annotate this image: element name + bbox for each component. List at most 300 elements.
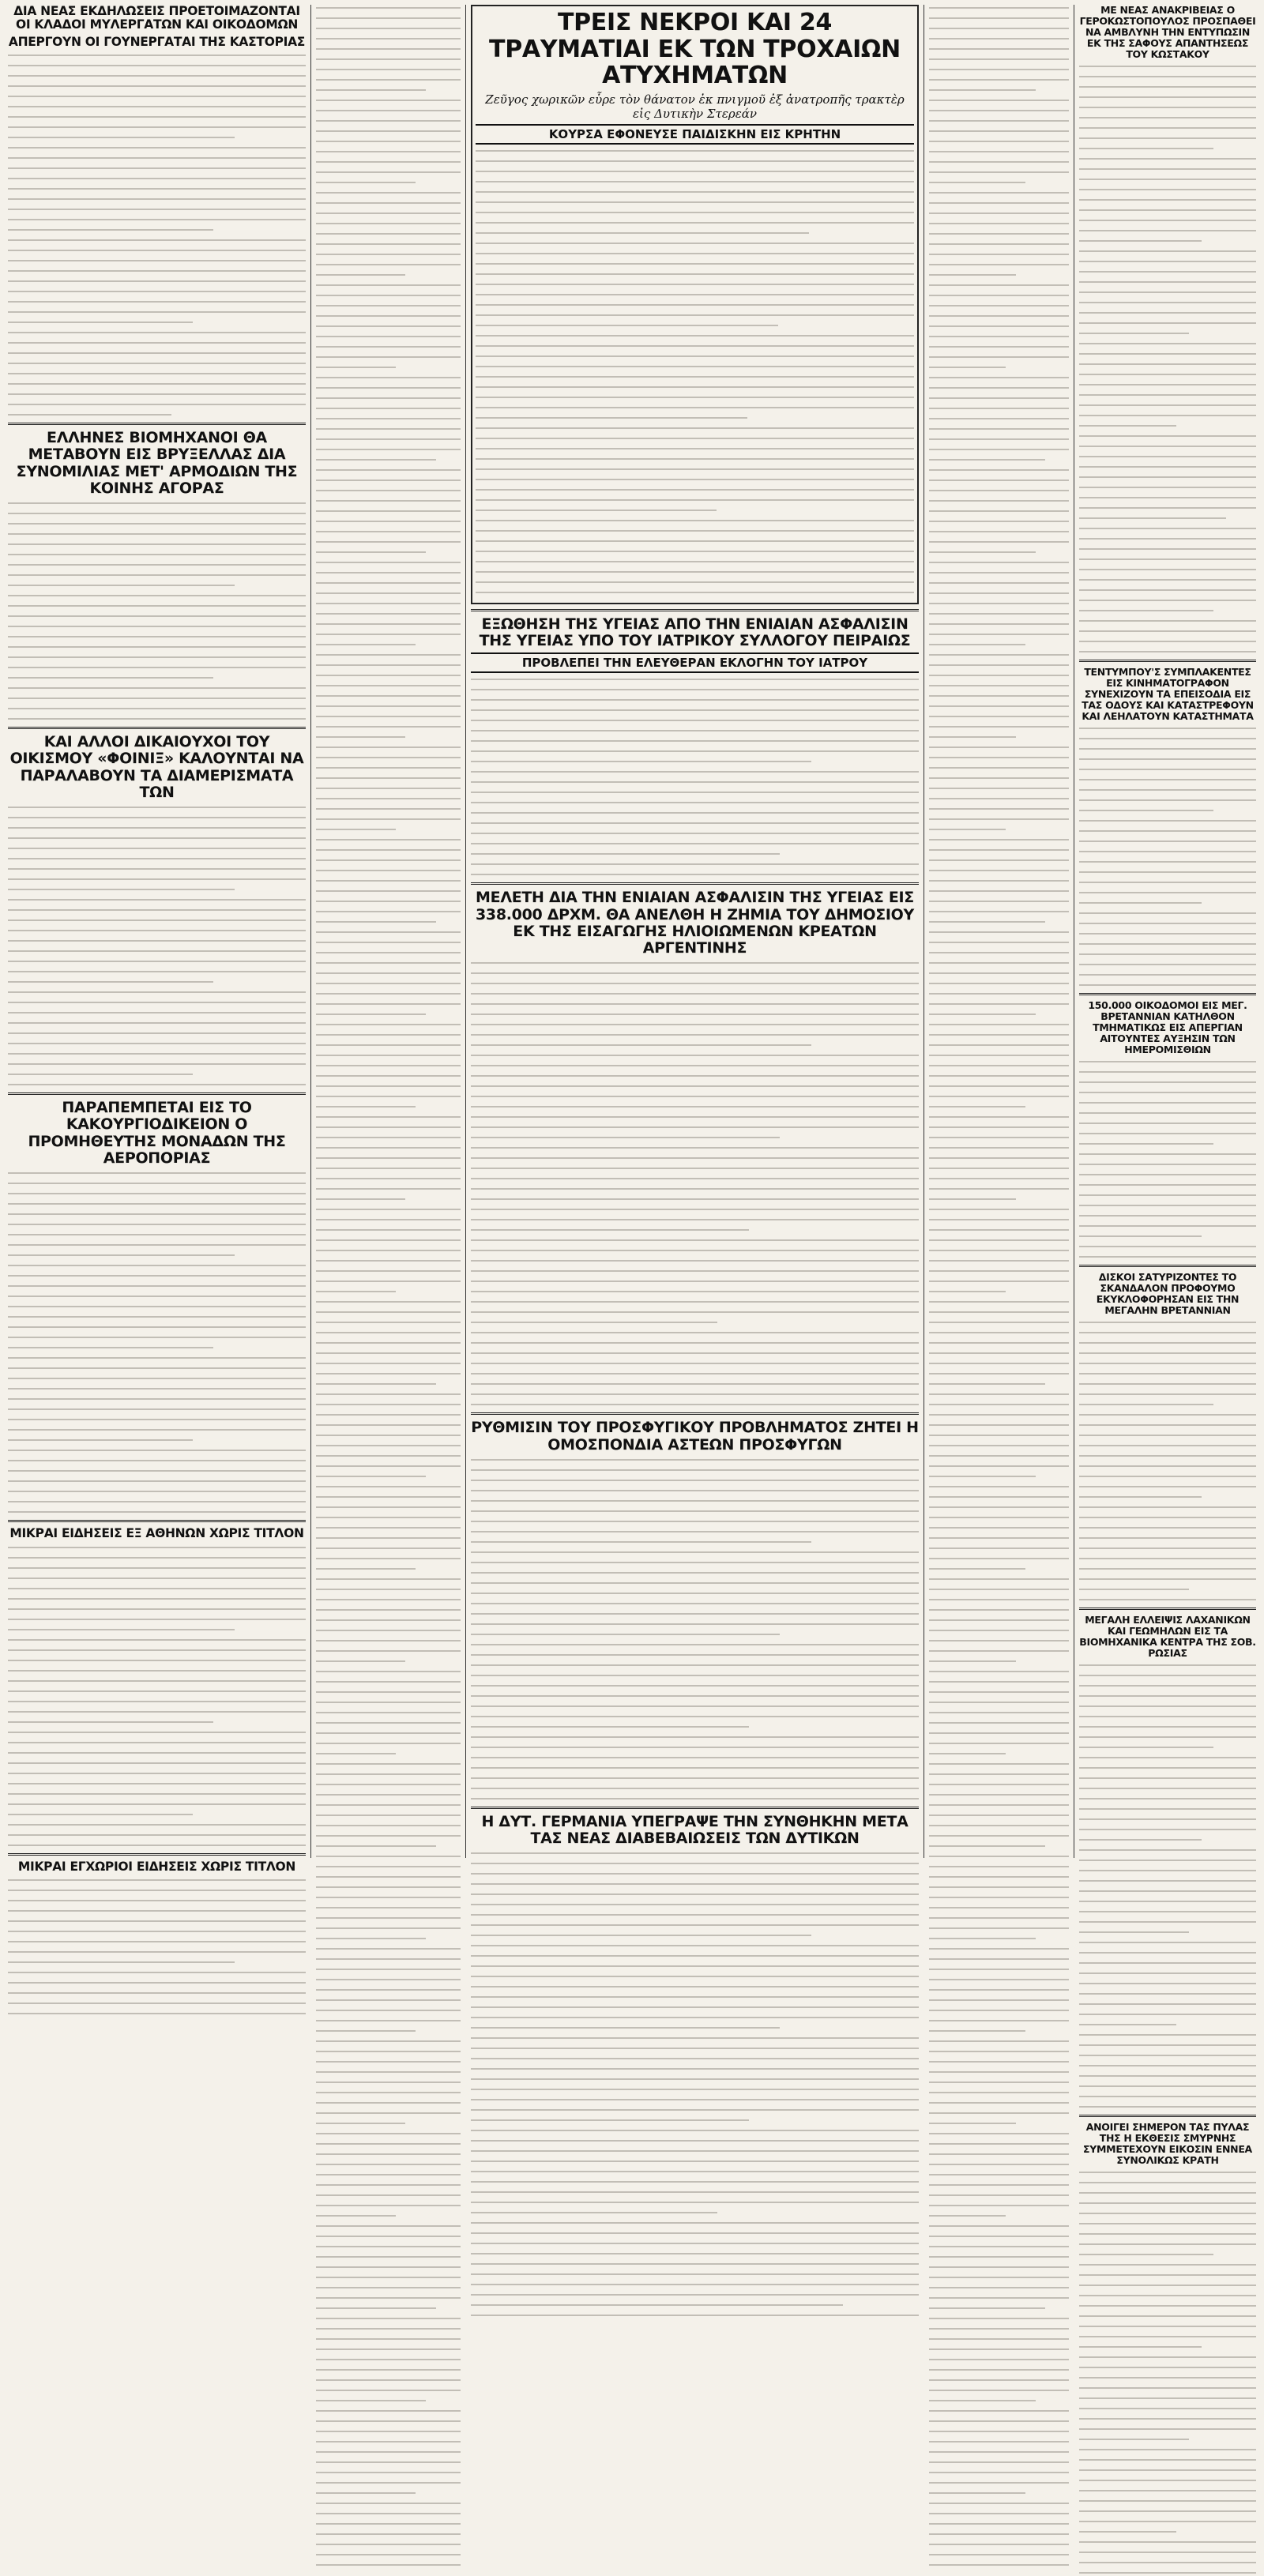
article-c5-f [1079, 2122, 1256, 2576]
text-line [929, 744, 1069, 750]
text-line [471, 2055, 919, 2062]
text-line [8, 1365, 306, 1371]
text-line [316, 1535, 461, 1541]
text-line [8, 288, 306, 295]
text-line [8, 1565, 306, 1571]
text-line [316, 2490, 416, 2496]
text-line [316, 785, 461, 792]
text-line [316, 837, 461, 843]
text-line [471, 1186, 919, 1192]
text-line [1079, 859, 1256, 865]
text-line [1079, 505, 1256, 511]
text-line [471, 2148, 919, 2154]
text-line [316, 1196, 405, 1202]
article-body [471, 960, 919, 1408]
text-line [316, 1730, 461, 1736]
text-line [476, 415, 747, 421]
text-line [1079, 1929, 1189, 1935]
text-line [1079, 2093, 1256, 2100]
article-c3-b [471, 616, 919, 878]
text-line [1079, 73, 1256, 80]
text-line [316, 878, 461, 884]
text-line [8, 1509, 306, 1515]
text-line [471, 2086, 919, 2093]
text-line [476, 487, 914, 493]
text-line [1079, 310, 1256, 316]
text-line [929, 2274, 1069, 2281]
text-line [8, 1437, 193, 1443]
text-line [471, 1860, 919, 1867]
text-line [929, 128, 1069, 134]
text-line [929, 2100, 1069, 2106]
text-line [929, 1956, 1069, 1962]
article-body [476, 148, 914, 596]
text-line [1079, 972, 1256, 978]
text-line [8, 206, 306, 212]
text-line [929, 1751, 1006, 1757]
text-line [929, 1145, 1069, 1151]
text-line [471, 799, 919, 806]
text-line [471, 861, 919, 867]
text-line [1079, 982, 1256, 988]
text-line [8, 2010, 306, 2017]
text-line [929, 385, 1069, 391]
text-line [8, 835, 306, 841]
text-line [471, 738, 919, 744]
text-line [929, 1833, 1069, 1839]
text-line [316, 477, 461, 483]
text-line [929, 795, 1069, 802]
text-line [471, 1093, 919, 1100]
text-line [471, 1350, 919, 1356]
text-line [316, 970, 461, 976]
text-line [929, 939, 1069, 946]
text-line [929, 2079, 1069, 2085]
text-line [8, 979, 213, 985]
text-line [471, 2158, 919, 2164]
text-line [316, 1894, 461, 1901]
text-line [8, 62, 306, 69]
text-line [8, 1020, 306, 1026]
text-line [471, 779, 919, 785]
text-line [929, 344, 1069, 350]
text-line [929, 1288, 1006, 1295]
text-line [1079, 1991, 1256, 1997]
text-line [471, 1237, 919, 1243]
text-line [929, 826, 1006, 833]
text-line [929, 2356, 1069, 2363]
text-line [316, 1001, 461, 1007]
text-line [929, 1299, 1069, 1305]
text-line [316, 847, 461, 853]
text-line [929, 2408, 1069, 2414]
text-line [929, 313, 1069, 319]
text-line [1079, 1566, 1256, 1572]
text-line [929, 816, 1069, 822]
text-line [471, 1145, 919, 1151]
text-line [8, 521, 306, 527]
text-line [929, 25, 1069, 32]
text-line [471, 1042, 811, 1048]
text-line [8, 1081, 306, 1088]
text-line [316, 1586, 461, 1593]
text-line [929, 190, 1069, 196]
text-line [8, 572, 306, 578]
text-line [316, 2408, 461, 2414]
text-line [316, 908, 461, 915]
text-line [1079, 536, 1256, 542]
text-line [929, 2110, 1069, 2116]
text-line [471, 1953, 919, 1959]
text-line [1079, 525, 1256, 532]
text-line [1079, 1796, 1256, 1802]
text-line [476, 261, 914, 267]
text-line [1079, 1371, 1256, 1377]
text-line [1079, 1381, 1256, 1387]
text-line [8, 825, 306, 831]
text-line [316, 282, 461, 288]
text-line [929, 2151, 1069, 2157]
article-body [1079, 1059, 1256, 1260]
text-line [316, 1484, 461, 1490]
text-line [316, 118, 461, 124]
text-line [471, 2025, 780, 2031]
text-line [316, 539, 461, 545]
text-line [316, 518, 461, 525]
text-line [316, 2397, 426, 2404]
text-line [929, 1709, 1069, 1716]
article-body [1079, 725, 1256, 988]
text-line [316, 2172, 461, 2178]
text-line [316, 2562, 461, 2568]
text-line [1079, 961, 1256, 968]
text-line [316, 1227, 461, 1233]
text-line [929, 241, 1069, 247]
text-line [8, 968, 306, 975]
text-line [316, 374, 461, 381]
text-line [8, 1842, 306, 1848]
text-line [316, 929, 461, 935]
text-line [8, 1949, 306, 1955]
text-line [471, 2138, 919, 2144]
text-line [1079, 2052, 1256, 2059]
article-c4 [929, 5, 1069, 2568]
article-body [8, 1544, 306, 1848]
text-line [316, 1699, 461, 1705]
text-line [8, 1877, 306, 1883]
text-line [316, 2182, 461, 2188]
text-line [8, 52, 306, 58]
text-line [316, 1021, 461, 1028]
text-line [1079, 1857, 1256, 1863]
text-line [316, 2418, 461, 2424]
text-line [316, 1104, 416, 1110]
text-line [471, 1477, 919, 1484]
text-line [929, 2500, 1069, 2506]
text-line [476, 528, 914, 534]
text-line [929, 169, 1069, 175]
text-line [929, 631, 1069, 637]
text-line [929, 2315, 1069, 2322]
text-line [8, 685, 306, 691]
text-line [316, 1648, 461, 1654]
text-line [316, 5, 461, 11]
text-line [929, 508, 1069, 514]
text-line [316, 1278, 461, 1284]
text-line [476, 158, 914, 164]
text-line [471, 1217, 919, 1223]
text-line [471, 769, 919, 775]
text-line [316, 939, 461, 946]
text-line [1079, 289, 1256, 295]
text-line [476, 240, 914, 246]
text-line [1079, 392, 1256, 398]
text-line [929, 775, 1069, 781]
text-line [929, 2428, 1069, 2435]
text-line [8, 1668, 306, 1674]
text-line [471, 2251, 919, 2257]
text-line [316, 467, 461, 473]
text-line [929, 1596, 1069, 1603]
text-line [929, 1401, 1069, 1408]
text-line [8, 1606, 306, 1612]
article-body [316, 5, 461, 2568]
text-line [316, 950, 461, 956]
text-line [476, 343, 914, 349]
article-c5-c [1079, 1000, 1256, 1260]
text-line [1079, 1683, 1256, 1689]
text-line [471, 820, 919, 826]
text-line [1079, 135, 1256, 141]
text-line [1079, 2313, 1256, 2319]
text-line [476, 363, 914, 370]
text-line [1079, 402, 1256, 408]
text-line [316, 128, 461, 134]
text-line [929, 2048, 1069, 2055]
text-line [1079, 1960, 1256, 1966]
headline: ΠΑΡΑΠΕΜΠΕΤΑΙ ΕΙΣ ΤΟ ΚΑΚΟΥΡΓΙΟΔΙΚΕΙΟΝ Ο ΠΡΟΜΗΘΕΥΤΗΣ ΜΟΝΑΔΩΝ ΤΗΣ ΑΕΡΟΠΟΡΙΑΣ [28, 1099, 286, 1167]
text-line [1079, 2446, 1256, 2453]
text-line [929, 1576, 1069, 1582]
text-line [471, 1155, 919, 1161]
text-line [316, 1093, 461, 1100]
text-line [929, 1032, 1069, 1038]
text-line [1079, 2241, 1256, 2247]
text-line [471, 1032, 919, 1038]
text-line [929, 734, 1016, 740]
text-line [316, 919, 436, 925]
text-line [1079, 1504, 1256, 1510]
text-line [316, 1781, 461, 1788]
text-line [1079, 464, 1256, 470]
text-line [316, 867, 461, 874]
text-line [1079, 94, 1256, 100]
text-line [471, 2107, 919, 2113]
text-line [929, 446, 1069, 453]
text-line [1079, 279, 1256, 285]
text-line [316, 149, 461, 155]
text-line [1079, 1350, 1256, 1356]
text-line [316, 1186, 461, 1192]
text-line [316, 1976, 461, 1983]
text-line [1079, 2272, 1256, 2278]
article-body [1079, 63, 1256, 655]
text-line [1079, 1662, 1256, 1668]
headline: ΑΠΕΡΓΟΥΝ ΟΙ ΓΟΥΝΕΡΓΑΤΑΙ ΤΗΣ ΚΑΣΤΟΡΙΑΣ [8, 34, 306, 49]
text-line [929, 2069, 1069, 2075]
text-line [1079, 299, 1256, 306]
text-line [8, 1190, 306, 1197]
text-line [929, 149, 1069, 155]
text-line [1079, 2210, 1256, 2217]
text-line [316, 1997, 461, 2003]
text-line [1079, 1130, 1256, 1137]
headline: ΡΥΘΜΙΣΙΝ ΤΟΥ ΠΡΟΣΦΥΓΙΚΟΥ ΠΡΟΒΛΗΜΑΤΟΣ ΖΗΤΕΙ Η ΟΜΟΣΠΟΝΔΙΑ ΑΣΤΕΩΝ ΠΡΟΣΦΥΓΩΝ [471, 1419, 919, 1453]
text-line [1079, 900, 1202, 906]
text-line [929, 2254, 1069, 2260]
text-line [929, 1638, 1069, 1644]
text-line [1079, 628, 1256, 634]
text-line [1079, 1141, 1213, 1147]
text-line [471, 1796, 919, 1802]
text-line [316, 857, 461, 863]
text-line [316, 528, 461, 535]
text-line [1079, 1734, 1256, 1740]
text-line [316, 261, 461, 268]
text-line [929, 426, 1069, 432]
text-line [1079, 166, 1256, 172]
text-line [316, 2213, 396, 2219]
article-c1-c [8, 430, 306, 722]
text-line [316, 2038, 461, 2044]
text-line [471, 830, 919, 837]
text-line [471, 1299, 919, 1305]
text-line [1079, 2457, 1256, 2463]
text-line [8, 1688, 306, 1694]
text-line [1079, 2498, 1256, 2504]
text-line [316, 15, 461, 21]
text-line [1079, 1223, 1256, 1229]
headline: ΑΝΟΙΓΕΙ ΣΗΜΕΡΟΝ ΤΑΣ ΠΥΛΑΣ ΤΗΣ Η ΕΚΘΕΣΙΣ ΣΜΥΡΝΗΣ ΣΥΜΜΕΤΕΧΟΥΝ ΕΙΚΟΣΙΝ ΕΝΝΕΑ ΣΥΝΟΛΙΚΩΣ ΚΡΑΤΗ [1083, 2121, 1252, 2166]
text-line [476, 179, 914, 185]
text-line [316, 2079, 461, 2085]
text-line [929, 2018, 1069, 2024]
article-c3-e [471, 1814, 919, 2319]
text-line [8, 258, 306, 264]
text-line [8, 103, 306, 110]
text-line [8, 1170, 306, 1176]
text-line [316, 220, 461, 227]
text-line [471, 960, 919, 966]
text-line [929, 1494, 1069, 1500]
text-line [316, 1042, 461, 1048]
text-line [929, 1371, 1069, 1377]
text-line [929, 354, 1069, 360]
article-body [8, 500, 306, 722]
text-line [929, 1042, 1069, 1048]
text-line [8, 1355, 306, 1361]
article-body [929, 5, 1069, 2568]
text-line [1079, 2477, 1256, 2484]
text-line [1079, 2179, 1256, 2186]
text-line [476, 353, 914, 359]
text-line [929, 2192, 1069, 2198]
subheadline: Ζεῦγος χωρικῶν εὗρε τὸν θάνατον ἐκ πνιγμοῦ ἐξ ἀνατροπῆς τρακτὲρ εἰς Δυτικὴν Στερεάν [485, 92, 905, 121]
text-line [1079, 1545, 1256, 1551]
text-line [929, 2202, 1069, 2209]
text-line [1079, 2354, 1256, 2360]
text-line [316, 354, 461, 360]
text-line [471, 1401, 919, 1408]
text-line [929, 1155, 1069, 1161]
text-line [316, 2151, 461, 2157]
text-line [316, 1792, 461, 1798]
text-line [316, 1946, 461, 1952]
column-3 [466, 5, 924, 1858]
text-line [471, 1114, 919, 1120]
text-line [929, 1319, 1069, 1326]
text-line [316, 2510, 461, 2517]
text-line [1079, 587, 1256, 593]
text-line [471, 1850, 919, 1856]
article-c3-d [471, 1420, 919, 1802]
text-line [471, 1901, 919, 1908]
text-line [471, 1672, 919, 1679]
text-line [471, 2179, 919, 2185]
text-line [1079, 423, 1176, 429]
article-body [8, 1170, 306, 1515]
text-line [316, 2254, 461, 2260]
kicker: ΚΟΥΡΣΑ ΕΦΟΝΕΥΣΕ ΠΑΙΔΙΣΚΗΝ ΕΙΣ ΚΡΗΤΗΝ [476, 124, 914, 145]
text-line [1079, 2231, 1256, 2237]
text-line [471, 1922, 919, 1928]
text-line [316, 2069, 461, 2075]
text-line [929, 1792, 1069, 1798]
text-line [929, 1525, 1069, 1531]
text-line [8, 675, 213, 681]
text-line [316, 2531, 461, 2537]
text-line [8, 1770, 306, 1777]
text-line [471, 2281, 919, 2288]
text-line [929, 1186, 1069, 1192]
text-line [1079, 2169, 1256, 2175]
text-line [8, 613, 306, 619]
text-line [471, 1754, 919, 1761]
text-line [8, 1908, 306, 1914]
text-line [1079, 2426, 1256, 2432]
text-line [476, 507, 717, 513]
text-line [929, 1093, 1069, 1100]
text-line [316, 826, 396, 833]
text-line [929, 2295, 1069, 2301]
text-line [8, 1739, 306, 1746]
text-line [471, 1713, 919, 1720]
text-line [8, 175, 306, 182]
text-line [471, 1247, 919, 1254]
text-line [316, 713, 461, 720]
text-line [1079, 238, 1202, 244]
text-line [316, 2541, 461, 2548]
text-line [316, 1720, 461, 1726]
text-line [1079, 1535, 1256, 1541]
text-line [929, 1771, 1069, 1777]
text-line [471, 1631, 780, 1638]
text-line [471, 1580, 919, 1586]
text-line [929, 1114, 1069, 1120]
text-line [1079, 607, 1213, 614]
text-line [1079, 484, 1256, 491]
text-line [471, 1641, 919, 1648]
